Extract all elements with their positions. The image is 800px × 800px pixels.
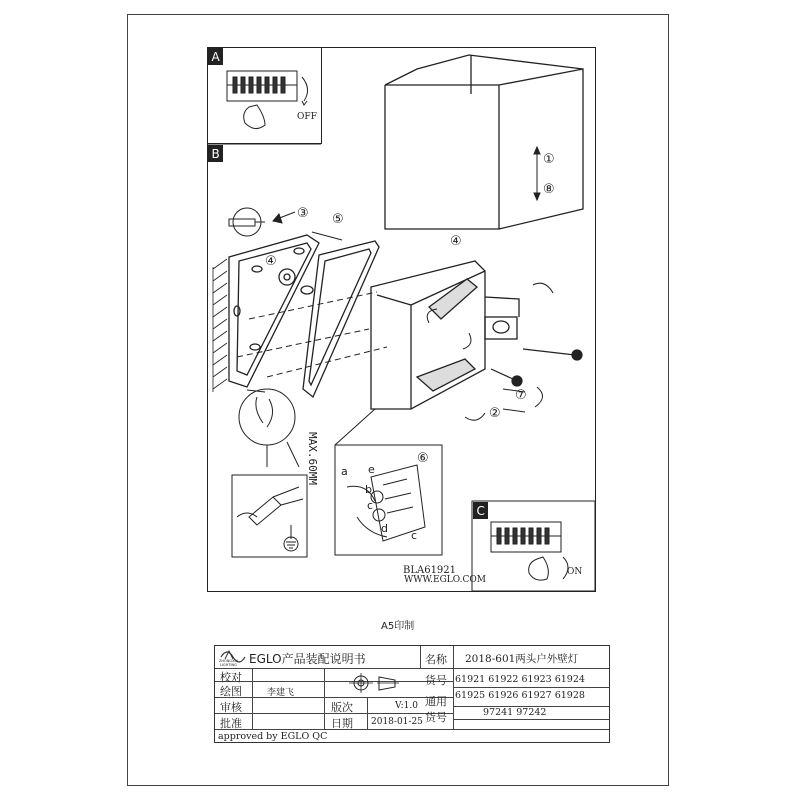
wire-d-label: d (381, 522, 388, 535)
cable-detail (239, 389, 299, 467)
wire-e-label: e (368, 463, 375, 476)
name-value: 2018-601两头户外壁灯 (465, 653, 579, 665)
step-6-label: ⑥ (417, 451, 429, 466)
step-3-arrow-icon (273, 212, 295, 223)
version-label: 版次 (331, 701, 353, 714)
step-3-label: ③ (297, 206, 309, 221)
date-value: 2018-01-25 (371, 717, 423, 727)
wall-hatching (213, 259, 227, 392)
step-8-label: ⑧ (543, 182, 555, 197)
review-label: 审核 (220, 701, 242, 714)
alignment-lines (237, 292, 387, 377)
panel-a (208, 48, 317, 129)
drawn-label: 绘图 (220, 685, 242, 698)
approve-label: 批准 (220, 717, 242, 730)
logo-subtitle-1: ZHONGXIN (219, 659, 239, 663)
step-4-label-b: ④ (450, 234, 462, 249)
wall-anchor-icon (229, 208, 265, 236)
drawn-value: 李建飞 (267, 688, 295, 698)
logo-subtitle-2: LIGHTING (220, 663, 237, 667)
wire-c-label: c (367, 499, 374, 512)
panel-b (208, 145, 223, 162)
version-value: V:1.0 (395, 701, 418, 711)
on-label: ON (567, 567, 583, 577)
step-2-label: ② (489, 406, 501, 421)
panel-c-letter: C (476, 504, 485, 518)
panel-a-letter: A (211, 50, 220, 64)
gasket-frame (279, 241, 379, 397)
lamp-cover-cube (385, 55, 583, 229)
off-label: OFF (297, 112, 317, 122)
breaker-panel-a-icon (227, 71, 308, 129)
website-label: WWW.EGLO.COM (404, 575, 486, 585)
projection-symbol-icon (347, 671, 401, 695)
model-code: BLA61921 (403, 565, 457, 576)
lamp-body (371, 261, 519, 409)
name-label: 名称 (425, 653, 447, 666)
general-label-2: 货号 (425, 711, 447, 724)
wire-b-label: b (365, 483, 372, 496)
step-5-label: ⑤ (332, 212, 344, 227)
item-numbers-row-2: 61925 61926 61927 61928 (455, 690, 585, 701)
item-numbers-row-1: 61921 61922 61923 61924 (455, 674, 585, 685)
title-block (214, 645, 610, 743)
screw-icon (491, 349, 582, 386)
max-length-label: MAX.60MM (306, 432, 319, 485)
assembly-drawing (207, 47, 596, 592)
step-7-label: ⑦ (515, 388, 527, 403)
step-4-label-a: ④ (265, 254, 277, 269)
up-down-arrow-icon (534, 147, 540, 200)
general-label-1: 通用 (425, 695, 447, 708)
approved-note: approved by EGLO QC (218, 731, 328, 742)
check-label: 校对 (220, 671, 242, 684)
step-5-arrow-icon (312, 232, 342, 240)
print-note: A5印制 (381, 621, 415, 632)
brand-title: EGLO产品装配说明书 (249, 652, 366, 666)
step-1-label: ① (543, 152, 555, 167)
wire-stripper-panel (232, 475, 307, 557)
date-label: 日期 (331, 717, 353, 730)
panel-b-letter: B (211, 147, 220, 161)
wire-a-label: a (341, 465, 348, 478)
item-label: 货号 (425, 674, 447, 687)
panel-c (472, 501, 595, 591)
item-numbers-row-3: 97241 97242 (483, 707, 547, 718)
wire-c2-label: c (411, 529, 418, 542)
